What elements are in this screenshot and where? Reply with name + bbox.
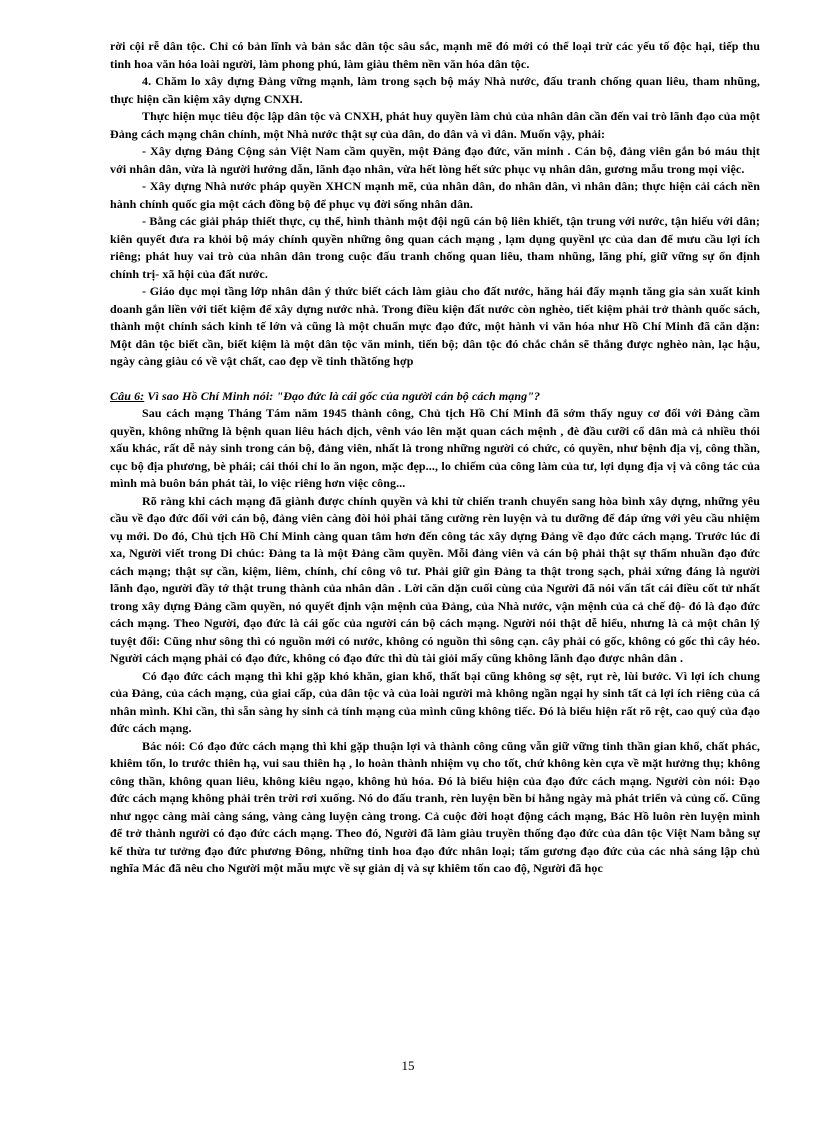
section-heading: 4. Chăm lo xây dựng Đảng vững mạnh, làm trong sạch bộ máy Nhà nước, đấu tranh chống quan liêu, tham nhũng, thực hiện cần kiệm xây dựng CNXH. bbox=[110, 74, 760, 106]
paragraph: Thực hiện mục tiêu độc lập dân tộc và CNXH, phát huy quyền làm chủ của nhân dân cần đến vai trò lãnh đạo của một Đảng cách mạng chân chính, một Nhà nước thật sự của dân, do dân và vì dân. Muốn vậy, phải: bbox=[110, 109, 760, 141]
bullet-paragraph: - Bằng các giải pháp thiết thực, cụ thể, hình thành một đội ngũ cán bộ liên khiết, tận trung với nước, tận hiếu với dân; kiên quyết đưa ra khỏi bộ máy chính quyền những ông quan cách mạng , lạm dụng quyềnl ực của dan để mưu cầu lợi ích riêng; phát huy vai trò của nhân dân trong cuộc đấu tranh chống quan liêu, tham nhũng, lãng phí, giữ vững sự ổn định chính trị- xã hội của đất nước. bbox=[110, 214, 760, 281]
bullet-paragraph: - Giáo dục mọi tầng lớp nhân dân ý thức biết cách làm giàu cho đất nước, hăng hái đẩy mạnh tăng gia sản xuất kinh doanh gắn liền với tiết kiệm để xây dựng nước nhà. Trong điều kiện đất nước còn nghèo, tiết kiệm phải trở thành quốc sách, thành một chính sách kinh tế lớn và cũng là một chuẩn mực đạo đức, một hành vi văn hóa như Hồ Chí Minh đã căn dặn: Một dân tộc biết cần, biết kiệm là một dân tộc văn minh, tiến bộ; dân tộc đó chắc chắn sẽ thắng được nghèo nàn, lạc hậu, ngày càng giàu có về vật chất, cao đẹp về tinh thầtống hợp bbox=[110, 284, 760, 368]
document-body bbox=[110, 38, 760, 878]
paragraph: rời cội rễ dân tộc. Chỉ có bản lĩnh và bản sắc dân tộc sâu sắc, mạnh mẽ đó mới có thể loại trừ các yếu tố độc hại, tiếp thu tinh hoa văn hóa loài người, làm phong phú, làm giàu thêm nền văn hóa dân tộc. bbox=[110, 39, 760, 71]
question-text: Vì sao Hồ Chí Minh nói: "Đạo đức là cái gốc của người cán bộ cách mạng"? bbox=[144, 388, 541, 403]
answer-paragraph: Rõ ràng khi cách mạng đã giành được chính quyền và khi từ chiến tranh chuyển sang hòa bình xây dựng, những yêu cầu về đạo đức đối với cán bộ, đảng viên càng đòi hỏi phải tăng cường rèn luyện và tu dưỡng để đáp ứng với yêu cầu nhiệm vụ mới. Do đó, Chủ tịch Hồ Chí Minh càng quan tâm hơn đến công tác xây dựng Đảng về đạo đức cách mạng. Trước lúc đi xa, Người viết trong Di chúc: Đảng ta là một Đảng cầm quyền. Mỗi đảng viên và cán bộ phải thật sự thấm nhuần đạo đức cách mạng; thật sự cần, kiệm, liêm, chính, chí công vô tư. Phải giữ gìn Đảng ta thật trong sạch, phải xứng đáng là người lãnh đạo, người đầy tớ thật trung thành của nhân dân . Lời căn dặn cuối cùng của Người đã nói vấn tất cái điều cốt tử nhất trong xây dựng Đảng cầm quyền, nó quyết định vận mệnh của Đảng, của Nhà nước, vận mệnh của cả chế độ- đó là đạo đức cách mạng. Theo Người, đạo đức là cái gốc của người cán bộ cách mạng. Người nói thật dễ hiểu, nhưng là cả một chân lý tuyệt đối: Cũng như sông thì có nguồn mới có nước, không có nguồn thì sông cạn. cây phải có gốc, không có gốc thì cây héo. Người cách mạng phải có đạo đức, không có đạo đức thì dù tài giỏi mấy cũng không lãnh đạo được nhân dân . bbox=[110, 493, 760, 665]
question-heading bbox=[110, 388, 760, 406]
question-label: Câu 6: bbox=[110, 388, 145, 403]
answer-paragraph: Sau cách mạng Tháng Tám năm 1945 thành công, Chủ tịch Hồ Chí Minh đã sớm thấy nguy cơ đối với Đảng cầm quyền, không những là bệnh quan liêu hách dịch, vênh váo lên mặt quan cách mệnh , đè đầu cưỡi cổ dân mà cả nhiều thói xấu khác, rất dễ nảy sinh trong cán bộ, đảng viên, nhất là trong những người có chức, có quyền, như bệnh địa vị, công thần, cục bộ địa phương, bè phái; cái thói chỉ lo ăn ngon, mặc đẹp..., lo chiếm của công làm của tư, lợi dụng địa vị và công tác của mình mà buôn bán phát tài, lo việc riêng hơn việc công... bbox=[110, 406, 760, 490]
answer-paragraph: Có đạo đức cách mạng thì khi gặp khó khăn, gian khổ, thất bại cũng không sợ sệt, rụt rè, lùi bước. Vì lợi ích chung của Đảng, của cách mạng, của giai cấp, của dân tộc và của loài người mà không ngần ngại hy sinh tất cả lợi ích riêng của cá nhân mình. Khi cần, thì sẵn sàng hy sinh cả tính mạng của mình cũng không tiếc. Đó là biểu hiện rất rõ rệt, cao quý của đạo đức cách mạng. bbox=[110, 668, 760, 735]
page-number: 15 bbox=[401, 1058, 415, 1073]
bullet-paragraph: - Xây dựng Đảng Cộng sản Việt Nam cầm quyền, một Đảng đạo đức, văn minh . Cán bộ, đảng viên gắn bó máu thịt với nhân dân, vừa là người hướng dẫn, lãnh đạo nhân, vừa hết lòng hết sức phục vụ nhân dân, gương mẫu trong mọi việc. bbox=[110, 144, 760, 176]
bullet-paragraph: - Xây dựng Nhà nước pháp quyền XHCN mạnh mẽ, của nhân dân, do nhân dân, vì nhân dân; thực hiện cải cách nền hành chính quốc gia một cách đồng bộ để phục vụ đời sống nhân dân. bbox=[110, 179, 760, 211]
answer-paragraph: Bác nói: Có đạo đức cách mạng thì khi gặp thuận lợi và thành công cũng vẫn giữ vững tinh thần gian khổ, chất phác, khiêm tốn, lo trước thiên hạ, vui sau thiên hạ , lo hoàn thành nhiệm vụ cho tốt, chứ không kèn cựa về mặt hưởng thụ; không công thần, không quan liêu, không kiêu ngạo, không hủ hóa. Đó là biểu hiện của đạo đức cách mạng. Người còn nói: Đạo đức cách mạng không phải trên trời rơi xuống. Nó do đấu tranh, rèn luyện bền bỉ hằng ngày mà phát triển và củng cố. Cũng như ngọc càng mài càng sáng, vàng càng luyện càng trong. Cả cuộc đời hoạt động cách mạng, Bác Hồ luôn rèn luyện mình để trở thành người có đạo đức cách mạng. Theo đó, Người đã làm giàu truyền thống đạo đức của dân tộc Việt Nam bằng sự kế thừa tư tưởng đạo đức phương Đông, những tinh hoa đạo đức nhân loại; tấm gương đạo đức của các nhà sáng lập chủ nghĩa Mác đã nêu cho Người một mẫu mực về sự giản dị và sự khiêm tốn cao độ, Người đã học bbox=[110, 738, 760, 875]
